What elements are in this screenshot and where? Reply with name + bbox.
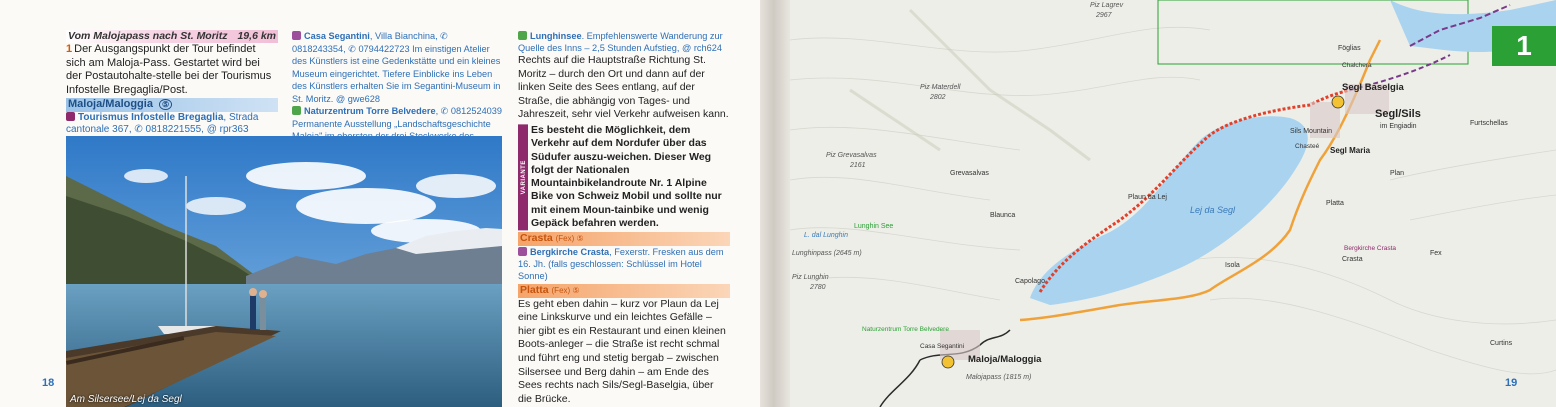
column-1 — [66, 30, 278, 137]
museum-icon — [292, 31, 301, 40]
crasta-title: Crasta — [520, 232, 553, 245]
lake-photo-illustration — [66, 136, 502, 407]
place-heading-crasta — [518, 232, 730, 246]
route-intro-text: Der Ausgangspunkt der Tour befindet sich am Maloja-Pass. Gestartet wird bei der Postautohalte-stelle bei der Tourismus Infostelle Bregaglia/Post. — [66, 43, 272, 96]
tourism-info — [66, 112, 278, 137]
map-canvas — [790, 0, 1556, 407]
crasta-label: Bergkirche Crasta — [530, 246, 610, 257]
map-label-malojapass: Malojapass (1815 m) — [966, 374, 1032, 381]
map-label-casa-segantini: Casa Segantini — [920, 343, 965, 350]
map-label-furtschellas: Furtschellas — [1470, 120, 1508, 127]
segantini-entry — [292, 30, 502, 105]
map-label-plaun-da-lej: Plaun da Lej — [1128, 194, 1167, 201]
page-number-right: 19 — [1505, 377, 1518, 389]
place-heading-platta — [518, 284, 730, 298]
map-label-piz-lagrev: Piz Lagrev — [1090, 2, 1124, 9]
photo-caption: Am Silsersee/Lej da Segl — [70, 394, 182, 405]
map-label-chalchera: Chalchera — [1342, 62, 1372, 69]
map-label-grevasalvas: Grevasalvas — [950, 170, 989, 177]
map-label-el-2780: 2780 — [810, 284, 826, 291]
place-title: Maloja/Maloggia — [68, 98, 153, 110]
route-distance: 19,6 km — [237, 30, 276, 42]
map-label-segl-sils: Segl/Sils — [1375, 108, 1421, 120]
map-label-piz-materdell: Piz Materdell — [920, 84, 961, 91]
route-title: Vom Malojapass nach St. Moritz — [68, 30, 228, 42]
map-label-curtins: Curtins — [1490, 340, 1513, 347]
left-page — [0, 0, 760, 407]
place-badge: ⑤ — [159, 99, 172, 110]
lunghin-text: . Empfehlenswerte Wanderung zur Quelle des Inns – 2,5 Stunden Aufstieg, @ rch624 — [518, 31, 723, 53]
naturzentrum-text: , ✆ 0812524039 Permanente Ausstellung „Landschaftsgeschichte — [292, 106, 503, 129]
route-marker: 1 — [66, 43, 73, 55]
direction-paragraph-2: Es geht eben dahin – kurz vor Plaun da Lej eine Linkskurve und ein leichtes Gefälle – hier gibt es ein Restaurant und einen kleinen Boots-anleger – die Straße ist recht schmal und führt eng und stetig bergab – zwischen Silsersee und Berg dahin – am Ende des Sees rechts nach Sils/Segl-Baselgia, über die Brücke. — [518, 297, 726, 405]
map-label-el-2967: 2967 — [1096, 12, 1112, 19]
map-label-lunghinpass: Lunghinpass (2645 m) — [792, 250, 862, 257]
tourism-label: Tourismus Infostelle Bregaglia — [78, 111, 224, 123]
variant-tag: VARIANTE — [518, 124, 528, 230]
segantini-label: Casa Segantini — [304, 31, 370, 41]
crasta-fex: (Fex) ⑤ — [555, 234, 584, 244]
book-gutter — [760, 0, 790, 407]
info-icon — [66, 112, 75, 121]
direction-paragraph-1: Rechts auf die Hauptstraße Richtung St. Moritz – durch den Ort und dann auf der linken Seite des Sees entlang, auf der Straße, die abhängig von Tages- und Jahreszeit, sehr viel Verkehr aufweisen kann. — [518, 54, 729, 121]
section-number-badge: 1 — [1492, 26, 1556, 66]
place-heading-maloja — [66, 98, 278, 112]
lunghin-label: Lunghinsee — [530, 31, 582, 41]
map-label-naturzentrum: Naturzentrum Torre Belvedere — [862, 326, 949, 333]
map-label-fex: Fex — [1430, 250, 1442, 257]
map-label-im-engiadin: im Engiadin — [1380, 123, 1417, 130]
map-label-isola: Isola — [1225, 262, 1240, 269]
variant-box — [518, 124, 730, 230]
naturzentrum-label: Naturzentrum Torre Belvedere — [304, 106, 436, 116]
route-heading — [66, 30, 278, 43]
map-label-blaunca: Blaunca — [990, 212, 1016, 219]
page-number-left: 18 — [42, 377, 55, 389]
column-3 — [518, 30, 730, 406]
crasta-text: , Fexerstr. Fresken aus dem 16. Jh. (falls geschlossen: Schlüssel im Hotel Sonne) — [518, 246, 724, 281]
crasta-entry — [518, 246, 730, 282]
map-label-platta: Platta — [1326, 200, 1344, 207]
lake-photo — [66, 136, 502, 407]
nature-icon — [518, 31, 527, 40]
lunghin-entry — [518, 30, 730, 54]
map-label-el-2161: 2161 — [850, 162, 866, 169]
map-label-crasta: Crasta — [1342, 256, 1363, 263]
map-label-segl-baselgia: Segl Baselgia — [1342, 82, 1404, 93]
map-label-piz-lunghin: Piz Lunghin — [792, 274, 829, 281]
church-icon — [518, 247, 527, 256]
variant-text: Es besteht die Möglichkeit, dem Verkehr auf dem Nordufer über das Südufer auszu-weichen. Dieser Weg folgt der Nationalen Mountainbikelandroute Nr. 1 Alpine Bike von Schweiz Mobil und sollte nur mit einem Moun-tainbike und wenig Gepäck befahren werden. — [531, 123, 722, 230]
map-label-capolago: Capolago — [1015, 278, 1045, 285]
map-label-plan: Plan — [1390, 170, 1405, 177]
map-label-piz-grevasalvas: Piz Grevasalvas — [826, 152, 877, 159]
segantini-text: , Villa Bianchina, ✆ 0818243354, ✆ 0794422723 Im einstigen Atelier des Künstlers ist eine Gedenkstätte und ein kleines Museum eingerichtet. Tiefere Einblicke ins Leben des Künstlers erhalten Sie im Segantini-Museum in St. Moritz. @ gwe628 — [292, 31, 501, 104]
tourism-text: , Strada cantonale 367, ✆ 0818221555, @ rpr363 — [66, 111, 259, 135]
map-label-l-dal-lunghin: L. dal Lunghin — [804, 232, 848, 239]
platta-fex: (Fex) ⑤ — [551, 285, 580, 295]
map-label-lej-da-segl: Lej da Segl — [1190, 205, 1236, 215]
map-label-el-2802: 2802 — [930, 94, 946, 101]
map-label-segl-maria: Segl Maria — [1330, 146, 1371, 155]
map-label-chasteé: Chasteé — [1295, 143, 1320, 150]
map-label-lunghin-see: Lunghin See — [854, 223, 894, 230]
map-label-fuotsas: Föglias — [1338, 45, 1361, 52]
route-intro — [66, 43, 278, 97]
platta-title: Platta — [520, 283, 549, 296]
nature-center-icon — [292, 106, 301, 115]
map-page — [790, 0, 1556, 407]
map-label-maloja: Maloja/Maloggia — [968, 354, 1042, 365]
map-label-bergkirche-crasta: Bergkirche Crasta — [1344, 245, 1397, 252]
map-label-sils-mountain: Sils Mountain — [1290, 128, 1333, 135]
